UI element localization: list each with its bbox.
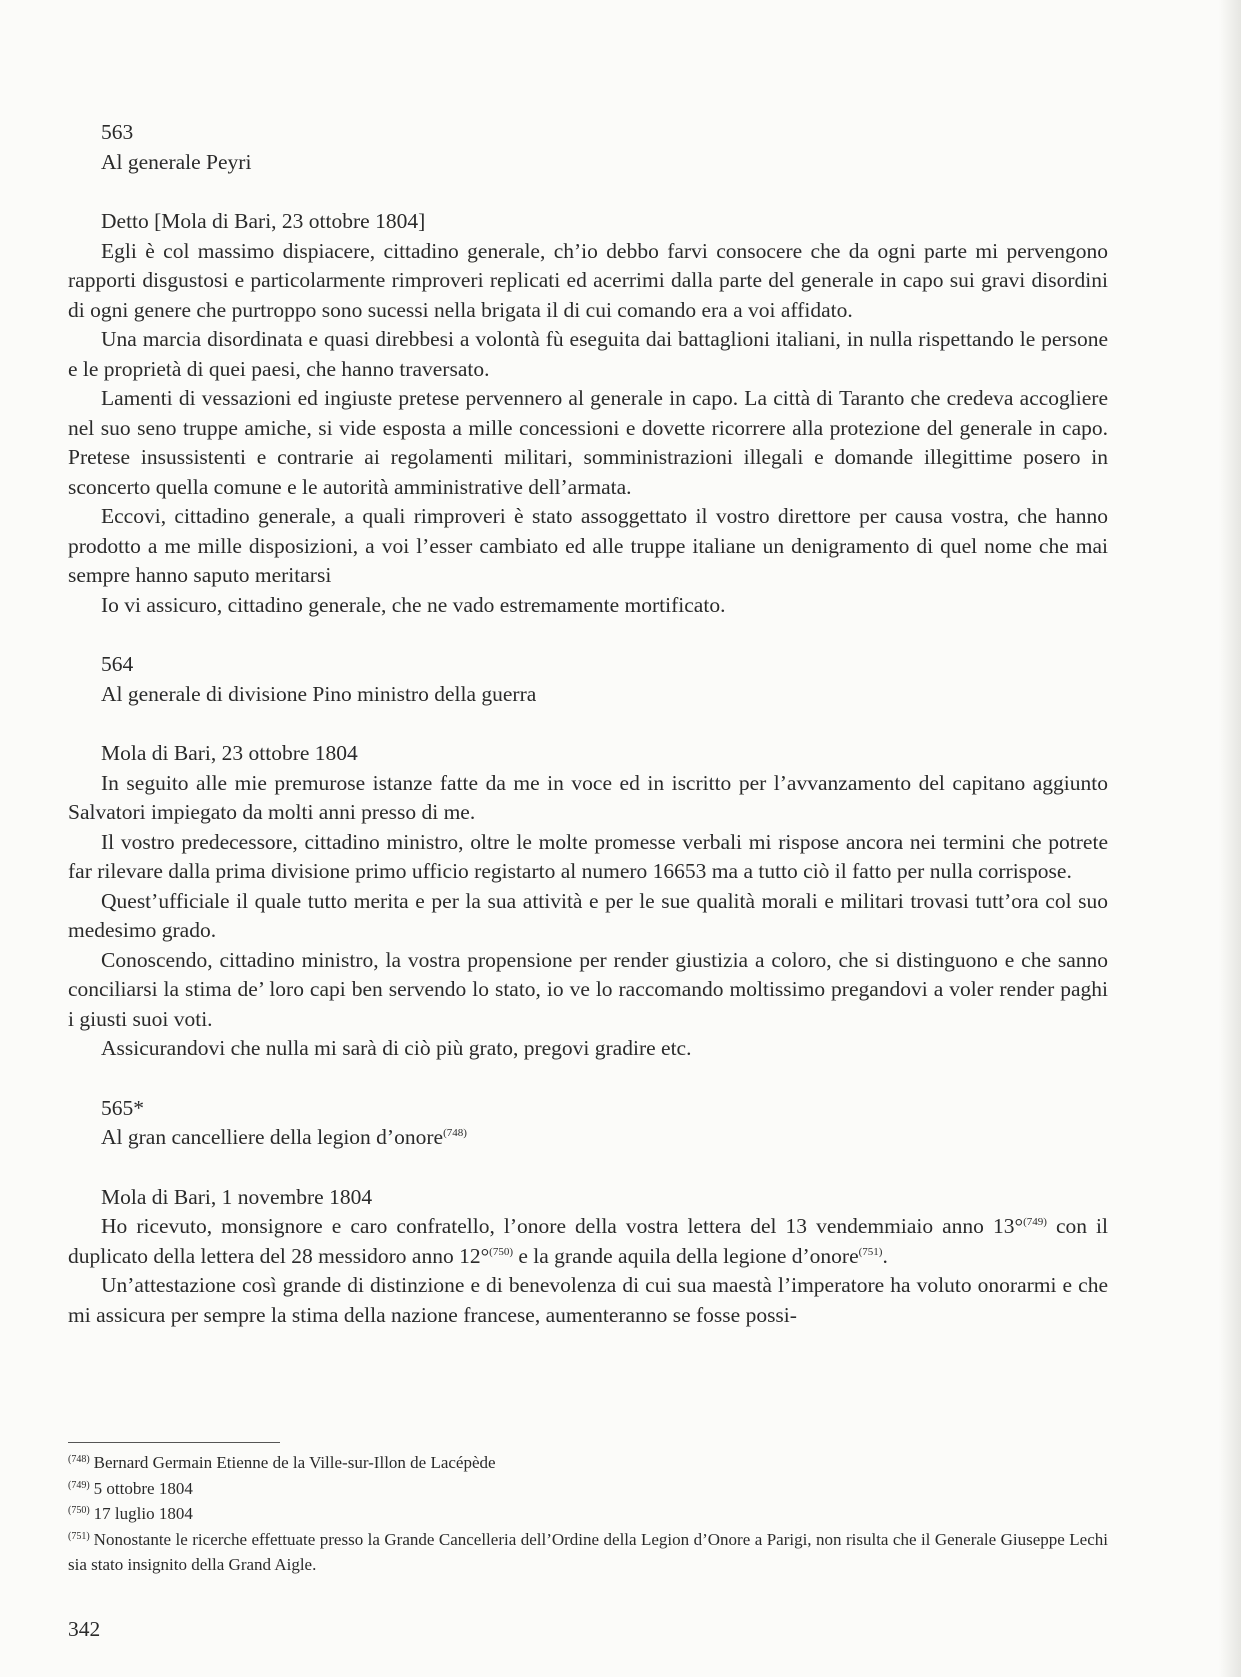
letter-563 xyxy=(68,118,1108,620)
footnote-text: 17 luglio 1804 xyxy=(93,1504,193,1523)
footnotes xyxy=(68,1450,1108,1578)
paragraph: Assicurandovi che nulla mi sarà di ciò più grato, pregovi gradire etc. xyxy=(101,1036,692,1060)
paragraph: Una marcia disordinata e quasi direbbesi a volontà fù eseguita dai battaglioni italiani, in nulla rispettando le persone e le proprietà di quei paesi, che hanno traversato. xyxy=(68,327,1108,381)
paragraph xyxy=(68,1212,1108,1271)
footnote-text: Nonostante le ricerche effettuate presso la Grande Cancelleria dell’Ordine della Legion d’Onore a Parigi, non risulta che il Generale Giuseppe Lechi sia stato insignito della Grand Aigle. xyxy=(68,1529,1108,1574)
recipient-text: Al gran cancelliere della legion d’onore xyxy=(101,1125,444,1149)
letter-dateline: Mola di Bari, 1 novembre 1804 xyxy=(101,1184,373,1209)
footnote-number: (749) xyxy=(68,1479,90,1491)
letter-recipient xyxy=(68,1123,1108,1153)
letter-recipient: Al generale di divisione Pino ministro della guerra xyxy=(101,681,537,706)
footnote-number: (750) xyxy=(68,1505,90,1516)
letter-dateline: Detto [Mola di Bari, 23 ottobre 1804] xyxy=(101,209,426,233)
footnote-751 xyxy=(68,1527,1108,1578)
footnote-number: (751) xyxy=(68,1530,90,1542)
letter-recipient: Al generale Peyri xyxy=(101,149,252,174)
paragraph: Un’attestazione così grande di distinzione e di benevolenza di cui sua maestà l’imperatore ha voluto onorarmi e che mi assicura per sempre la stima della nazione francese, aumenteranno se fosse possi- xyxy=(68,1273,1108,1327)
letter-565 xyxy=(68,1094,1108,1331)
footnote-text: 5 ottobre 1804 xyxy=(93,1478,193,1498)
text-run: . xyxy=(882,1243,888,1268)
paragraph: Lamenti di vessazioni ed ingiuste pretese pervennero al generale in capo. La città di Taranto che credeva accogliere nel suo seno truppe amiche, si vide esposta a mille concessioni e dovette ricorrere alla protezione del generale in capo. Pretese insussistenti e contrarie ai regolamenti militari, somministrazioni illegali e domande illegittime posero in sconcerto quella comune e le autorità amministrative dell’armata. xyxy=(68,386,1108,499)
page-edge-shadow xyxy=(1219,0,1241,1677)
paragraph: Eccovi, cittadino generale, a quali rimproveri è stato assoggettato il vostro direttore per causa vostra, che hanno prodotto a me mille disposizioni, a voi l’esser cambiato ed alle truppe italiane un denigramento di quel nome che mai sempre hanno saputo meritarsi xyxy=(68,504,1108,587)
letter-564 xyxy=(68,650,1108,1064)
footnote-750 xyxy=(68,1501,1108,1527)
letter-number: 563 xyxy=(101,120,134,144)
text-run: e la grande aquila della legione d’onore xyxy=(513,1243,859,1268)
footnote-number: (748) xyxy=(68,1454,90,1465)
paragraph: Quest’ufficiale il quale tutto merita e per la sua attività e per le sue qualità morali e militari trovasi tutt’ora col suo medesimo grado. xyxy=(68,888,1108,942)
main-text xyxy=(68,118,1108,1360)
letter-dateline: Mola di Bari, 23 ottobre 1804 xyxy=(101,741,358,765)
footnote-text: Bernard Germain Etienne de la Ville-sur-Illon de Lacépède xyxy=(93,1453,496,1472)
footnote-ref: (749) xyxy=(1023,1216,1047,1228)
footnote-ref: (751) xyxy=(858,1245,883,1258)
footnote-ref: (750) xyxy=(489,1245,513,1258)
footnote-divider xyxy=(68,1442,280,1443)
paragraph: In seguito alle mie premurose istanze fatte da me in voce ed in iscritto per l’avvanzamento del capitano aggiunto Salvatori impiegato da molti anni presso di me. xyxy=(68,770,1108,824)
paragraph: Il vostro predecessore, cittadino ministro, oltre le molte promesse verbali mi rispose ancora nei termini che potrete far rilevare dalla prima divisione primo ufficio registarto al numero 16653 ma a tutto ciò il fatto per nulla corrispose. xyxy=(68,829,1108,883)
letter-number: 564 xyxy=(101,652,134,676)
footnote-ref: (748) xyxy=(443,1127,467,1139)
footnote-748 xyxy=(68,1450,1108,1476)
text-run: Ho ricevuto, monsignore e caro confratello, l’onore della vostra lettera del 13 vendemmiaio anno 13° xyxy=(101,1214,1024,1238)
letter-number: 565* xyxy=(101,1095,144,1120)
footnote-749 xyxy=(68,1476,1108,1502)
paragraph: Egli è col massimo dispiacere, cittadino generale, ch’io debbo farvi consocere che da ogni parte mi pervengono rapporti disgustosi e particolarmente rimproveri replicati ed acerrimi dalla parte del generale in capo sui gravi disordini di ogni genere che purtroppo sono sucessi nella brigata il di cui comando era a voi affidato. xyxy=(68,238,1108,322)
paragraph: Conoscendo, cittadino ministro, la vostra propensione per render giustizia a coloro, che si distinguono e che sanno conciliarsi la stima de’ loro capi ben servendo lo stato, io ve lo raccomando moltissimo pregandovi a voler render paghi i giusti suoi voti. xyxy=(68,947,1108,1031)
page-number: 342 xyxy=(68,1617,101,1641)
paragraph: Io vi assicuro, cittadino generale, che ne vado estremamente mortificato. xyxy=(101,592,726,617)
text-run: con il duplicato della lettera del 28 messidoro anno 12° xyxy=(68,1214,1109,1268)
